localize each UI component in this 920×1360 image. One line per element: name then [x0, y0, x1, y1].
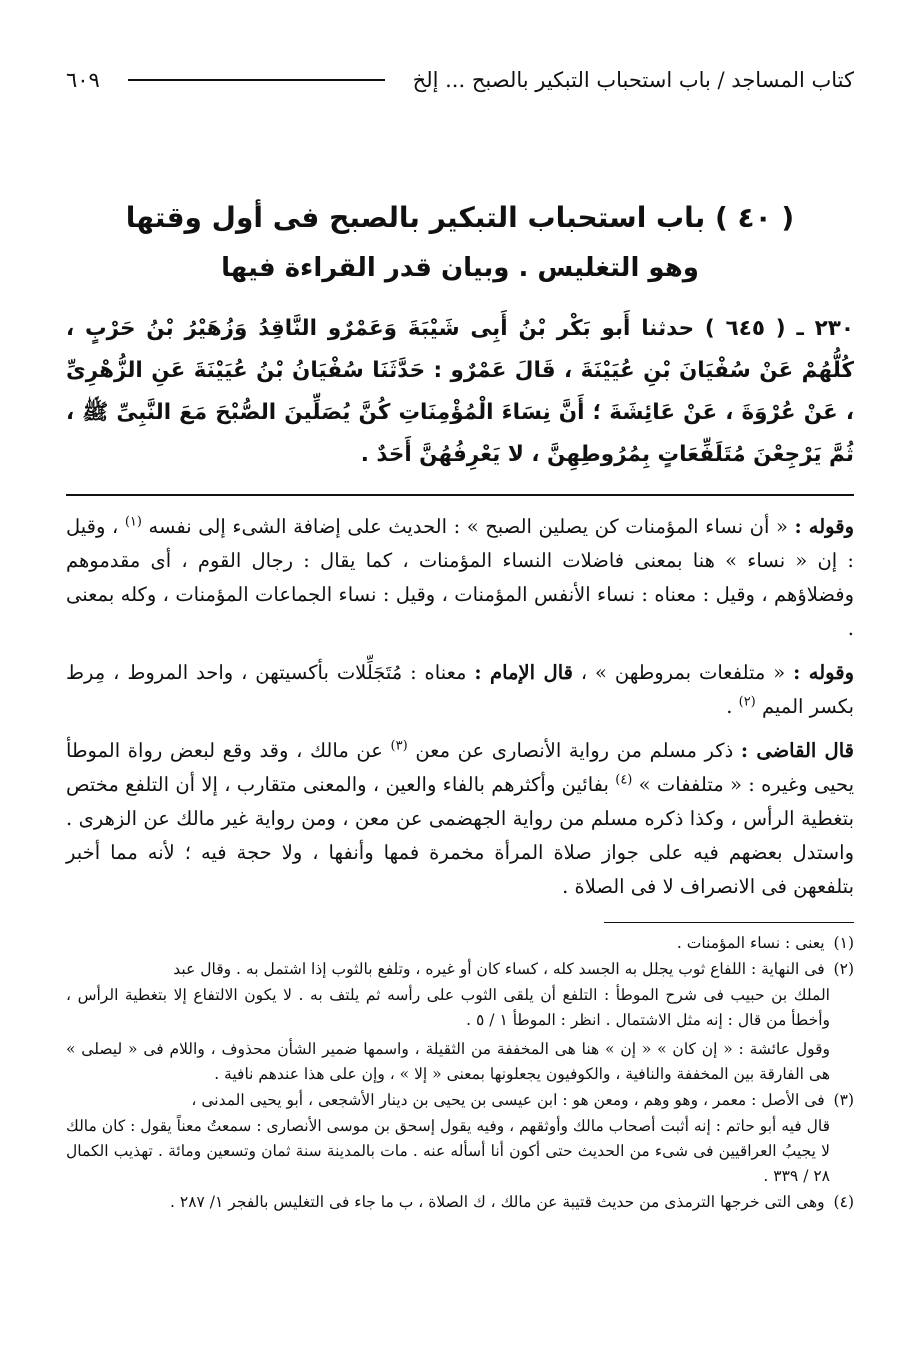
text-commentary-divider [66, 494, 854, 496]
paragraph-text: بفائين وأكثرهم بالفاء والعين ، والمعنى متقارب ، إلا أن التلفع مختص بتغطية الرأس ، وكذا ذكره مسلم من رواية الجهضمى عن معن ، ومن رواية غير مالك عن الزهرى . واستدل بعضهم فيه على جواز صلاة المرأة مخمرة فمها وأنفها ، ولا حجة فيه ؛ لأنه مما أخبر بتلفعهن فى الانصراف لا فى الصلاة . [66, 773, 854, 898]
footnote-reference: (٤) [615, 772, 633, 788]
commentary [66, 510, 854, 904]
footnote-reference: (٣) [390, 738, 408, 754]
footnote-number: (٣) [833, 1091, 854, 1109]
footnote-1 [66, 931, 854, 956]
footnote-text: يعنى : نساء المؤمنات . [676, 934, 825, 952]
paragraph-lead: وقوله : [794, 515, 854, 538]
header-rule [128, 79, 385, 81]
running-header [66, 58, 854, 102]
hadith-text: ٢٣٠ ـ ( ٦٤٥ ) حدثنا أَبو بَكْر بْنُ أَبِى شَيْبَةَ وَعَمْرٌو النَّاقِدُ وَزُهَيْرُ بْنُ حَرْبٍ ، كُلُّهُمْ عَنْ سُفْيَانَ بْنِ عُيَيْنَةَ ، قَالَ عَمْرٌو : حَدَّثَنَا سُفْيَانُ بْنُ عُيَيْنَةَ عَنِ الزُّهْرِىِّ ، عَنْ عُرْوَةَ ، عَنْ عَائِشَةَ ؛ أَنَّ نِسَاءَ الْمُؤْمِنَاتِ كُنَّ يُصَلِّينَ الصُّبْحَ مَعَ النَّبِىِّ ﷺ ، ثُمَّ يَرْجِعْنَ مُتَلَفِّعَاتٍ بِمُرُوطِهِنَّ ، لا يَعْرِفُهُنَّ أَحَدٌ . [66, 316, 855, 467]
footnote-text: فى الأصل : معمر ، وهو وهم ، ومعن هو : ابن عيسى بن يحيى بن دينار الأشجعى ، أبو يحيى المدنى ، [191, 1091, 825, 1109]
paragraph-text: ذكر مسلم من رواية الأنصارى عن معن [407, 739, 741, 762]
footnotes [66, 931, 854, 1215]
paragraph-text: ، وقيل : إن « نساء » هنا بمعنى فاضلات النساء المؤمنات ، كما يقال : رجال القوم ، أى مقدموهم وفضلاؤهم ، وقيل : معناه : نساء الأنفس المؤمنات ، وقيل : نساء الجماعات المؤمنات ، وكله بمعنى . [66, 515, 854, 640]
footnote-2-continuation: الملك بن حبيب فى شرح الموطأ : التلفع أن يلقى الثوب على رأسه ثم يلتف به . لا يكون الالتفاع إلا بتغطية الرأس ، وأخطأ من قال : إنه مثل الاشتمال . انظر : الموطأ ١ / ٥ . [66, 986, 830, 1029]
footnote-3-continuation: قال فيه أبو حاتم : إنه أثبت أصحاب مالك وأوثقهم ، وفيه يقول إسحق بن موسى الأنصارى : سمعتُ معناً يقول : كان مالك لا يجيبُ العراقيين فى شىء من الحديث حتى أكون أنا أسأله عنه . مات بالمدينة سنة ثمان وتسعين ومائة . تهذيب الكمال ٢٨ / ٣٣٩ . [66, 1117, 830, 1185]
paragraph-text: . [726, 695, 739, 718]
footnote-4 [66, 1190, 854, 1215]
chapter-heading [66, 194, 854, 294]
footnote-number: (٢) [833, 960, 854, 978]
footnote-number: (١) [833, 934, 854, 952]
chapter-title-line-2: وهو التغليس . وبيان قدر القراءة فيها [221, 253, 699, 283]
footnote-3 [66, 1088, 854, 1113]
paragraph-lead: وقوله : [793, 661, 854, 684]
commentary-paragraph-3 [66, 734, 854, 904]
footnote-2-note: وقول عائشة : « إن كان » « إن » هنا هى المخففة من الثقيلة ، واسمها ضمير الشأن محذوف ، واللام فى « ليصلى » هى الفارقة بين المخففة والنافية ، والكوفيون يجعلونها بمعنى « إلا » ، وإن على هذا عندهم نافية . [66, 1040, 830, 1083]
footnote-reference: (٢) [738, 694, 756, 710]
footnote-number: (٤) [833, 1193, 854, 1211]
chapter-title-line-1: ( ٤٠ ) باب استحباب التبكير بالصبح فى أول وقتها [125, 201, 795, 234]
footnote-reference: (١) [124, 514, 142, 530]
paragraph-text: معناه : مُتَجَلِّلات بأكسيتهن ، واحد المروط ، مِرط بكسر الميم [66, 661, 854, 718]
footnote-text: وهى التى خرجها الترمذى من حديث قتيبة عن مالك ، ك الصلاة ، ب ما جاء فى التغليس بالفجر ١/ ٢٨٧ . [170, 1193, 825, 1211]
paragraph-text: عن مالك ، وقد وقع لبعض رواة الموطأ يحيى وغيره : « متلففات » [66, 739, 854, 796]
page-number: ٦٠٩ [66, 67, 100, 92]
footnote-2 [66, 957, 854, 982]
paragraph-lead: قال القاضى : [740, 739, 854, 762]
paragraph-text: « متلفعات بمروطهن » ، [572, 661, 794, 684]
footnote-divider [604, 922, 854, 923]
paragraph-text: « أن نساء المؤمنات كن يصلين الصبح » : الحديث على إضافة الشىء إلى نفسه [141, 515, 795, 538]
paragraph-lead: قال الإمام : [474, 661, 573, 684]
commentary-paragraph-1 [66, 510, 854, 646]
commentary-paragraph-2 [66, 656, 854, 724]
footnote-text: فى النهاية : اللفاع ثوب يجلل به الجسد كله ، كساء كان أو غيره ، وتلفع بالثوب إذا اشتمل به . وقال عبد [173, 960, 825, 978]
running-header-title: كتاب المساجد / باب استحباب التبكير بالصبح ... إلخ [412, 67, 854, 92]
